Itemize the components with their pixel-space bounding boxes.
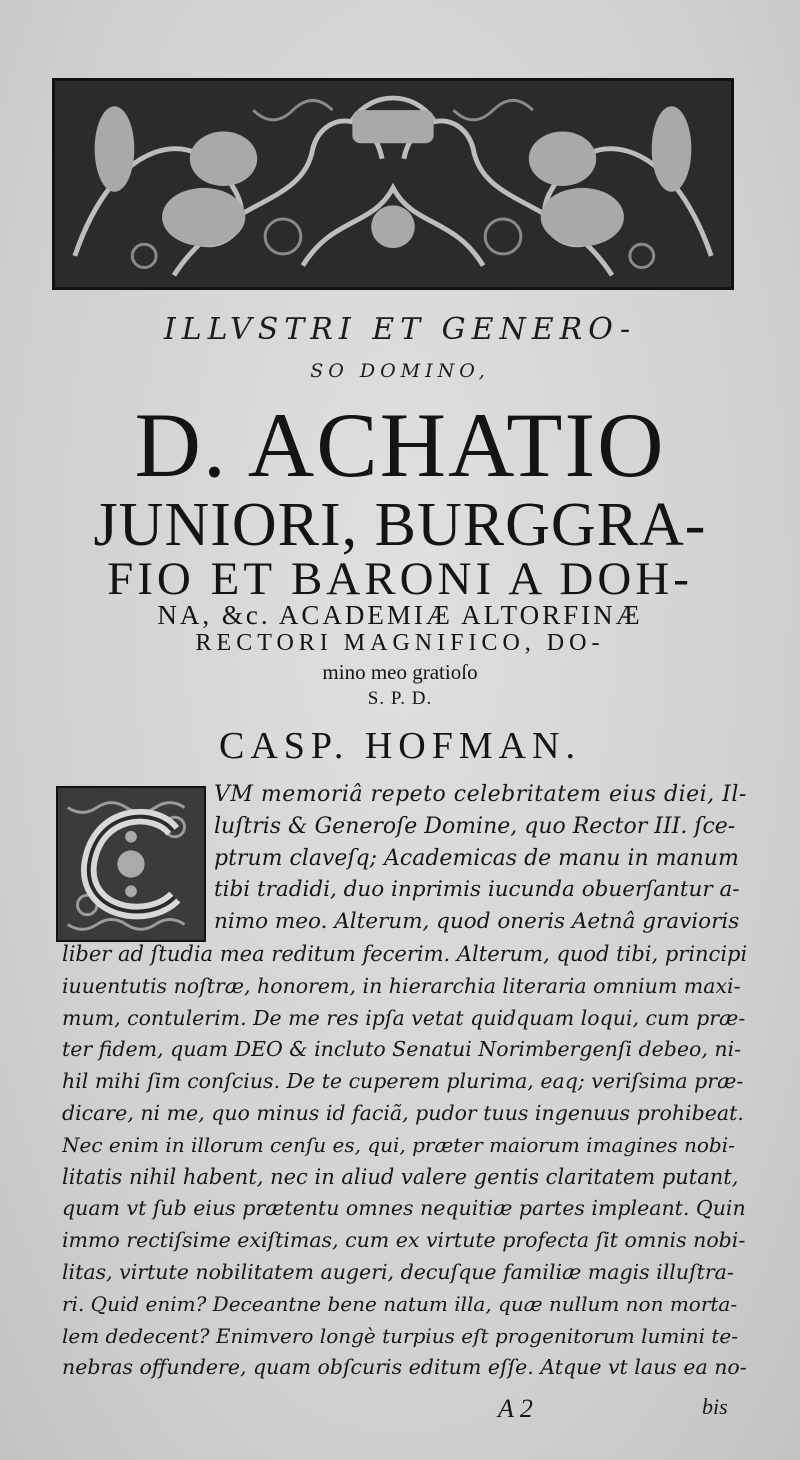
dedication-heading-line-1: ILLVSTRI ET GENERO- bbox=[163, 312, 637, 347]
body-line: luſtris & Generoſe Domine, quo Rector III. ſce- bbox=[214, 813, 736, 839]
body-line: litas, virtute nobilitatem augeri, decuſque familiæ magis illuſtra- bbox=[62, 1260, 734, 1284]
title-line-2: JUNIORI, BURGGRA- bbox=[93, 491, 707, 559]
dedication-heading-line-2: SO DOMINO, bbox=[310, 360, 490, 382]
body-line: immo rectiſsime exiſtimas, cum ex virtute profecta ſit omnis nobi- bbox=[62, 1228, 746, 1253]
author-name: CASP. HOFMAN. bbox=[218, 725, 582, 767]
body-line: quam vt ſub eius prætentu omnes nequitiæ partes impleant. Quin bbox=[62, 1196, 746, 1221]
title-line-3: FIO ET BARONI A DOH- bbox=[107, 553, 693, 605]
signature-mark: A 2 bbox=[498, 1394, 533, 1423]
body-line: ter fidem, quam DEO & incluto Senatui Norimbergenſi debeo, ni- bbox=[62, 1037, 742, 1062]
body-line: ptrum claveſq; Academicas de manu in manum bbox=[214, 845, 739, 871]
title-line-5: RECTORI MAGNIFICO, DO- bbox=[195, 630, 605, 656]
body-line: tibi tradidi, duo inprimis iucunda obuerſantur a- bbox=[214, 877, 740, 903]
body-line: ri. Quid enim? Deceantne bene natum illa, quæ nullum non morta- bbox=[62, 1291, 738, 1316]
title-line-6: mino meo gratioſo bbox=[322, 660, 478, 684]
body-line: lem dedecent? Enimvero longè turpius eſt progenitorum lumini te- bbox=[62, 1323, 738, 1348]
initial-letter-c-icon bbox=[58, 788, 204, 940]
body-line: mum, contulerim. De me res ipſa vetat quidquam loqui, cum præ- bbox=[62, 1005, 746, 1030]
headpiece-icon bbox=[55, 81, 731, 287]
title-line-1: D. ACHATIO bbox=[134, 394, 666, 496]
body-line: VM memoriâ repeto celebritatem eius diei, Il- bbox=[214, 782, 747, 807]
body-line: dicare, ni me, quo minus id faciã, pudor tuus ingenuus prohibeat. bbox=[62, 1101, 744, 1125]
decorated-initial-c bbox=[56, 786, 206, 942]
body-line: nimo meo. Alterum, quod oneris Aetnâ gravioris bbox=[214, 909, 740, 935]
body-line: Nec enim in illorum cenſu es, qui, præter maiorum imagines nobi- bbox=[62, 1132, 735, 1157]
title-line-7: S. P. D. bbox=[367, 688, 433, 709]
title-line-4: NA, &c. ACADEMIÆ ALTORFINÆ bbox=[157, 600, 643, 630]
ornamental-headpiece bbox=[52, 78, 734, 290]
body-line: iuuentutis noſtræ, honorem, in hierarchia literaria omnium maxi- bbox=[62, 973, 741, 998]
body-line: hil mihi ſim conſcius. De te cuperem plurima, eaq; veriſsima præ- bbox=[62, 1069, 744, 1094]
catchword: bis bbox=[702, 1394, 728, 1419]
body-line: nebras offundere, quam obſcuris editum eſſe. Atque vt laus ea no- bbox=[62, 1355, 747, 1380]
body-line: litatis nihil habent, nec in aliud valere gentis claritatem putant, bbox=[62, 1164, 739, 1189]
body-line: liber ad ſtudia mea reditum fecerim. Alterum, quod tibi, principi bbox=[62, 942, 748, 966]
